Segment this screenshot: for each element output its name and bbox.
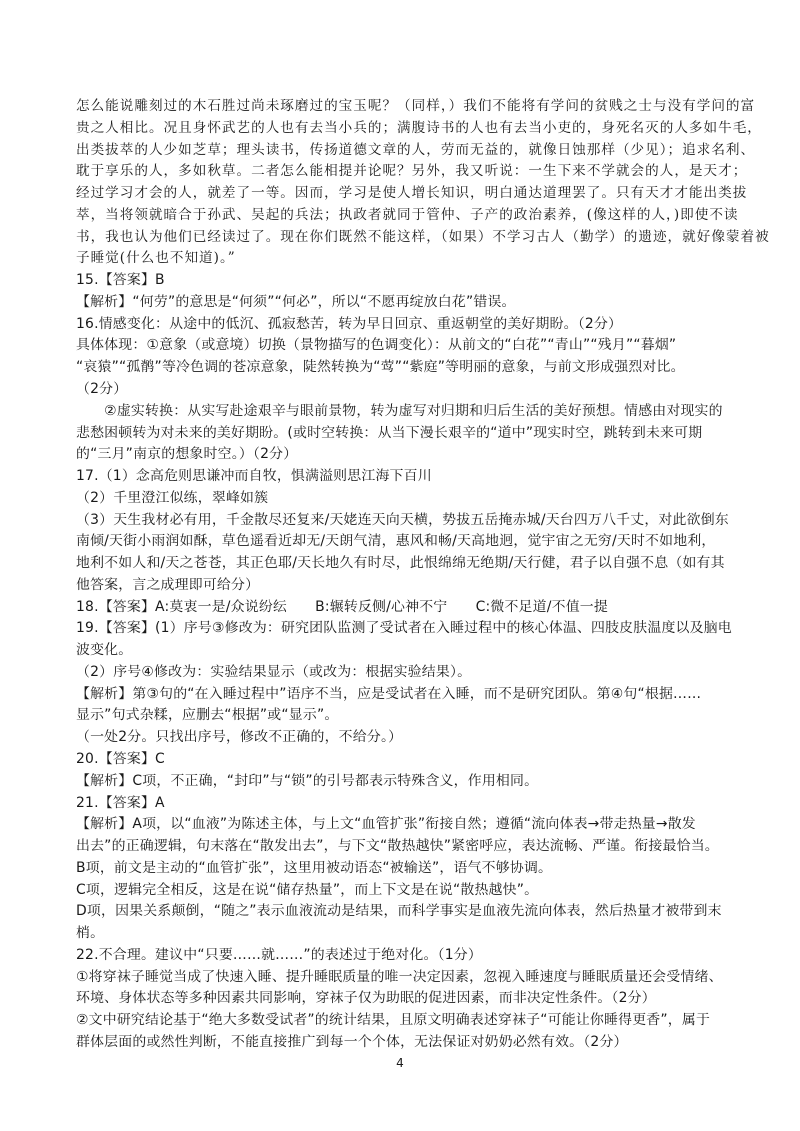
answer-17-line: 他答案，言之成理即可给分）	[76, 577, 260, 593]
translation-line: 出类拔萃的人少如芝草；理头读书，传扬道德文章的人，劳而无益的，就像日蚀那样（少见）；追求名利、	[76, 142, 756, 158]
translation-line: 子睡觉(什么也不知道)。”	[76, 250, 236, 266]
answer-16-line: “哀猿”“孤鹡”等冷色调的苍凉意象，陡然转换为“莺”“紫庭”等明丽的意象，与前文形成强烈对比。	[76, 359, 685, 375]
translation-line: 萃，当将领就暗合于孙武、吴起的兵法；执政者就同于管仲、子产的政治素养，(像这样的人，)即使不读	[76, 207, 739, 223]
analysis-21-line: B项，前文是主动的“血管扩张”，这里用被动语态“被输送”，语气不够协调。	[76, 860, 553, 876]
answer-21: 21.【答案】A	[76, 795, 165, 811]
answer-16-line: ②虚实转换：从实写赴途艰辛与眼前景物，转为虚写对归期和归后生活的美好预想。情感由对现实的	[76, 403, 723, 419]
answer-16-line: 的“三月”南京的想象时空。）（2分）	[76, 446, 298, 462]
answer-22-line: ②文中研究结论基于“绝大多数受试者”的统计结果，且原文明确表述穿袜子“可能让你睡得更香”，属于	[76, 1012, 711, 1028]
answer-20: 20.【答案】C	[76, 751, 165, 767]
answer-16: 16.情感变化：从途中的低沉、孤寂愁苦，转为早日回京、重返朝堂的美好期盼。（2分）	[76, 316, 623, 332]
answer-22-line: ①将穿袜子睡觉当成了快速入睡、提升睡眠质量的唯一决定因素，忽视入睡速度与睡眠质量还会受情绪、	[76, 969, 723, 985]
translation-line: 书，我也认为他们已经读过了。现在你们既然不能这样，（如果）不学习古人（勤学）的遗迹，就好像蒙着被	[76, 229, 770, 245]
analysis-20: 【解析】C项，不正确，“封印”与“锁”的引号都表示特殊含义，作用相同。	[76, 773, 539, 789]
answer-19: 19.【答案】(1）序号③修改为：研究团队监测了受试者在入睡过程中的核心体温、四肢皮肤温度以及脑电	[76, 620, 732, 636]
answer-17: 17.（1）念高危则思谦冲而自牧，惧满溢则思江海下百川	[76, 468, 432, 484]
analysis-21: 【解析】A项，以“血液”为陈述主体，与上文“血管扩张”衔接自然；遵循“流向体表→带走热量→散发	[76, 816, 696, 832]
answer-22-line: 群体层面的或然性判断，不能直接推广到每一个个体，无法保证对奶奶必然有效。（2分）	[76, 1034, 628, 1050]
answer-18: 18.【答案】A:莫衷一是/众说纷纭 B:辗转反侧/心神不宁 C:微不足道/不值一提	[76, 599, 608, 615]
answer-15: 15.【答案】B	[76, 272, 165, 288]
analysis-19-line: 显示”句式杂糅，应删去“根据”或“显示”。	[76, 707, 339, 723]
answer-16-line: （2分）	[76, 381, 128, 397]
scoring-note-19: （一处2分。只找出序号，修改不正确的，不给分。）	[76, 729, 403, 745]
analysis-21-line: 梢。	[76, 925, 105, 941]
translation-line: 贵之人相比。况且身怀武艺的人也有去当小兵的；满腹诗书的人也有去当小吏的，身死名灭的人多如牛毛，	[76, 120, 762, 136]
answer-17-line: （3）天生我材必有用，千金散尽还复来/天姥连天向天横，势拔五岳掩赤城/天台四万八千丈，对此欲倒东	[76, 512, 729, 528]
answer-17-line: 南倾/天街小雨润如酥，草色遥看近却无/天朗气清，惠风和畅/天高地迥，觉宇宙之无穷/天时不如地利，	[76, 533, 716, 549]
analysis-19: 【解析】第③句的“在入睡过程中”语序不当，应是受试者在入睡，而不是研究团队。第④句“根据……	[76, 686, 702, 702]
analysis-21-line: 出去”的正确逻辑，句末落在“散发出去”，与下文“散热越快”紧密呼应，表达流畅、严谨。衔接最恰当。	[76, 838, 719, 854]
translation-line: 怎么能说雕刻过的木石胜过尚未琢磨过的宝玉呢？（同样，）我们不能将有学问的贫贱之士与没有学问的富	[76, 98, 756, 114]
analysis-21-line: D项，因果关系颠倒，“随之”表示血液流动是结果，而科学事实是血液先流向体表，然后热量才被带到末	[76, 903, 722, 919]
analysis-15: 【解析】“何劳”的意思是“何须”“何必”，所以“不愿再绽放白花”错误。	[76, 294, 516, 310]
answer-19-line: 波变化。	[76, 642, 133, 658]
analysis-21-line: C项，逻辑完全相反，这是在说“储存热量”，而上下文是在说“散热越快”。	[76, 882, 539, 898]
answer-16-line: 悲愁困顿转为对未来的美好期盼。(或时空转换：从当下漫长艰辛的“道中”现实时空，跳转到未来可期	[76, 425, 703, 441]
answer-22-line: 环境、身体状态等多种因素共同影响，穿袜子仅为助眠的促进因素，而非决定性条件。（2分）	[76, 990, 656, 1006]
translation-line: 经过学习才会的人，就差了一等。因而，学习是使人增长知识，明白通达道理罢了。只有天才才能出类拔	[76, 185, 748, 201]
answer-17-line: （2）千里澄江似练，翠峰如簇	[76, 490, 269, 506]
translation-line: 耽于享乐的人，多如秋草。二者怎么能相提并论呢？另外，我又听说：一生下来不学就会的人，是天才；	[76, 163, 748, 179]
answer-22: 22.不合理。建议中“只要……就……”的表述过于绝对化。（1分）	[76, 947, 482, 963]
answer-16-line: 具体体现：①意象（或意境）切换（景物描写的色调变化）：从前文的“白花”“青山”“残月”“暮烟”	[76, 337, 677, 353]
page-number: 4	[396, 1056, 404, 1070]
answer-19-line: （2）序号④修改为：实验结果显示（或改为：根据实验结果）。	[76, 664, 472, 680]
answer-17-line: 地利不如人和/天之苍苍，其正色耶/天长地久有时尽，此恨绵绵无绝期/天行健，君子以自强不息（如有其	[76, 555, 725, 571]
